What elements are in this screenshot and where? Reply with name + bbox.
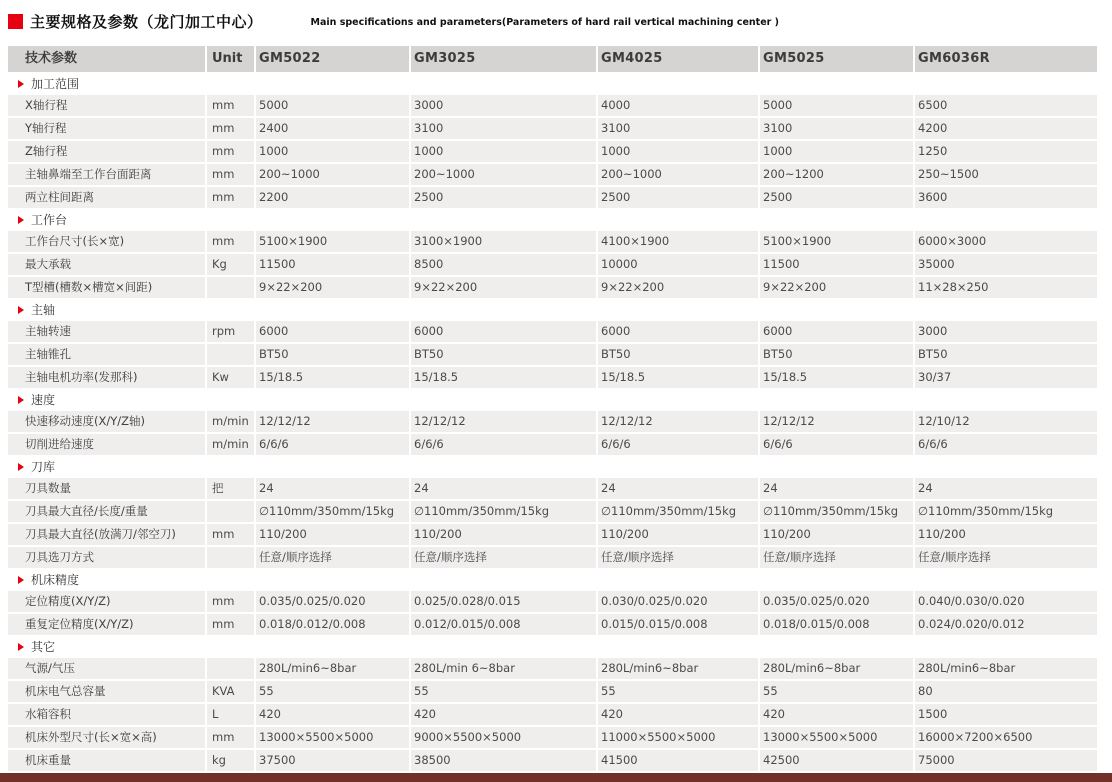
value-cell-GM5022: 11500 xyxy=(256,254,409,275)
value-cell-GM3025: 6000 xyxy=(411,321,596,342)
value-cell-GM3025: 110/200 xyxy=(411,524,596,545)
unit-cell: 把 xyxy=(207,478,254,499)
param-label: Y轴行程 xyxy=(8,118,205,139)
param-label: 工作台尺寸(长×宽) xyxy=(8,231,205,252)
section-label: 机床精度 xyxy=(31,573,80,587)
value-cell-GM5022: 5000 xyxy=(256,95,409,116)
value-cell-GM4025: 10000 xyxy=(598,254,758,275)
section-label: 加工范围 xyxy=(31,77,80,91)
value-cell-GM6036R: BT50 xyxy=(915,344,1097,365)
value-cell-GM6036R: 1500 xyxy=(915,704,1097,725)
unit-cell: mm xyxy=(207,727,254,748)
value-cell-GM3025: 6/6/6 xyxy=(411,434,596,455)
table-row xyxy=(8,95,1097,116)
unit-cell: Kg xyxy=(207,254,254,275)
value-cell-GM4025: 任意/顺序选择 xyxy=(598,547,758,568)
param-label: 两立柱间距离 xyxy=(8,187,205,208)
param-label: 气源/气压 xyxy=(8,658,205,679)
value-cell-GM6036R: 6/6/6 xyxy=(915,434,1097,455)
value-cell-GM6036R: ∅110mm/350mm/15kg xyxy=(915,501,1097,522)
table-row xyxy=(8,411,1097,432)
value-cell-GM4025: 9×22×200 xyxy=(598,277,758,298)
model-column-header-GM5022: GM5022 xyxy=(256,46,409,72)
page-title: 主要规格及参数（龙门加工中心） xyxy=(30,13,263,31)
value-cell-GM4025: 280L/min6~8bar xyxy=(598,658,758,679)
unit-column-header: Unit xyxy=(207,46,254,72)
value-cell-GM5025: 55 xyxy=(760,681,913,702)
param-label: Z轴行程 xyxy=(8,141,205,162)
table-row xyxy=(8,118,1097,139)
table-row xyxy=(8,501,1097,522)
value-cell-GM5022: 0.018/0.012/0.008 xyxy=(256,614,409,635)
table-row xyxy=(8,187,1097,208)
table-row xyxy=(8,658,1097,679)
section-row xyxy=(8,300,1097,320)
value-cell-GM3025: 420 xyxy=(411,704,596,725)
table-row xyxy=(8,547,1097,568)
value-cell-GM5022: 0.035/0.025/0.020 xyxy=(256,591,409,612)
triangle-right-icon xyxy=(18,643,24,651)
section-row xyxy=(8,570,1097,590)
value-cell-GM5025: 280L/min6~8bar xyxy=(760,658,913,679)
value-cell-GM5025: 13000×5500×5000 xyxy=(760,727,913,748)
unit-cell: L xyxy=(207,704,254,725)
value-cell-GM6036R: 12/10/12 xyxy=(915,411,1097,432)
value-cell-GM5022: 280L/min6~8bar xyxy=(256,658,409,679)
value-cell-GM3025: 0.025/0.028/0.015 xyxy=(411,591,596,612)
value-cell-GM5025: 0.035/0.025/0.020 xyxy=(760,591,913,612)
param-column-header: 技术参数 xyxy=(8,46,205,72)
triangle-right-icon xyxy=(18,80,24,88)
value-cell-GM5025: 5100×1900 xyxy=(760,231,913,252)
table-row xyxy=(8,321,1097,342)
value-cell-GM4025: 3100 xyxy=(598,118,758,139)
value-cell-GM3025: 8500 xyxy=(411,254,596,275)
value-cell-GM3025: 280L/min 6~8bar xyxy=(411,658,596,679)
value-cell-GM5022: BT50 xyxy=(256,344,409,365)
unit-cell xyxy=(207,277,254,298)
section-label: 其它 xyxy=(31,640,56,654)
model-column-header-GM4025: GM4025 xyxy=(598,46,758,72)
red-square-icon xyxy=(8,14,23,29)
unit-cell: mm xyxy=(207,591,254,612)
value-cell-GM4025: BT50 xyxy=(598,344,758,365)
value-cell-GM3025: 2500 xyxy=(411,187,596,208)
param-label: T型槽(槽数×槽宽×间距) xyxy=(8,277,205,298)
section-label: 刀库 xyxy=(31,460,56,474)
value-cell-GM6036R: 任意/顺序选择 xyxy=(915,547,1097,568)
section-row xyxy=(8,74,1097,94)
value-cell-GM4025: 110/200 xyxy=(598,524,758,545)
value-cell-GM6036R: 3600 xyxy=(915,187,1097,208)
table-row xyxy=(8,434,1097,455)
value-cell-GM3025: 24 xyxy=(411,478,596,499)
value-cell-GM5025: 3100 xyxy=(760,118,913,139)
value-cell-GM5022: 420 xyxy=(256,704,409,725)
table-row xyxy=(8,141,1097,162)
value-cell-GM4025: 0.030/0.025/0.020 xyxy=(598,591,758,612)
section-row xyxy=(8,457,1097,477)
value-cell-GM5022: 9×22×200 xyxy=(256,277,409,298)
table-row xyxy=(8,704,1097,725)
section-label: 工作台 xyxy=(31,213,68,227)
param-label: 机床外型尺寸(长×宽×高) xyxy=(8,727,205,748)
value-cell-GM6036R: 35000 xyxy=(915,254,1097,275)
spec-table xyxy=(8,46,1097,773)
value-cell-GM5022: 15/18.5 xyxy=(256,367,409,388)
value-cell-GM5022: 6000 xyxy=(256,321,409,342)
value-cell-GM5025: ∅110mm/350mm/15kg xyxy=(760,501,913,522)
page-title-row xyxy=(8,11,779,32)
value-cell-GM3025: 38500 xyxy=(411,750,596,771)
spec-table-body xyxy=(8,74,1097,771)
unit-cell: kg xyxy=(207,750,254,771)
value-cell-GM5025: 24 xyxy=(760,478,913,499)
value-cell-GM4025: 6000 xyxy=(598,321,758,342)
table-row xyxy=(8,681,1097,702)
value-cell-GM4025: 4000 xyxy=(598,95,758,116)
value-cell-GM6036R: 11×28×250 xyxy=(915,277,1097,298)
section-row xyxy=(8,210,1097,230)
param-label: 主轴锥孔 xyxy=(8,344,205,365)
value-cell-GM5025: 0.018/0.015/0.008 xyxy=(760,614,913,635)
value-cell-GM5022: ∅110mm/350mm/15kg xyxy=(256,501,409,522)
value-cell-GM5025: 6/6/6 xyxy=(760,434,913,455)
unit-cell: mm xyxy=(207,164,254,185)
value-cell-GM5022: 13000×5500×5000 xyxy=(256,727,409,748)
value-cell-GM3025: 3000 xyxy=(411,95,596,116)
model-column-header-GM5025: GM5025 xyxy=(760,46,913,72)
value-cell-GM5022: 2200 xyxy=(256,187,409,208)
param-label: 水箱容积 xyxy=(8,704,205,725)
table-row xyxy=(8,727,1097,748)
value-cell-GM6036R: 110/200 xyxy=(915,524,1097,545)
value-cell-GM5022: 110/200 xyxy=(256,524,409,545)
section-label: 速度 xyxy=(31,393,56,407)
param-label: 定位精度(X/Y/Z) xyxy=(8,591,205,612)
value-cell-GM4025: 420 xyxy=(598,704,758,725)
table-row xyxy=(8,164,1097,185)
value-cell-GM4025: ∅110mm/350mm/15kg xyxy=(598,501,758,522)
value-cell-GM6036R: 80 xyxy=(915,681,1097,702)
value-cell-GM3025: 3100×1900 xyxy=(411,231,596,252)
unit-cell xyxy=(207,344,254,365)
value-cell-GM5025: 110/200 xyxy=(760,524,913,545)
value-cell-GM6036R: 280L/min6~8bar xyxy=(915,658,1097,679)
unit-cell xyxy=(207,547,254,568)
value-cell-GM4025: 11000×5500×5000 xyxy=(598,727,758,748)
value-cell-GM5025: 12/12/12 xyxy=(760,411,913,432)
table-row xyxy=(8,614,1097,635)
param-label: 刀具最大直径/长度/重量 xyxy=(8,501,205,522)
value-cell-GM3025: 1000 xyxy=(411,141,596,162)
value-cell-GM3025: 12/12/12 xyxy=(411,411,596,432)
param-label: 刀具最大直径(放满刀/邻空刀) xyxy=(8,524,205,545)
param-label: 切削进给速度 xyxy=(8,434,205,455)
value-cell-GM4025: 200~1000 xyxy=(598,164,758,185)
value-cell-GM5022: 200~1000 xyxy=(256,164,409,185)
triangle-right-icon xyxy=(18,576,24,584)
triangle-right-icon xyxy=(18,216,24,224)
value-cell-GM5025: 2500 xyxy=(760,187,913,208)
value-cell-GM5025: 5000 xyxy=(760,95,913,116)
value-cell-GM3025: 200~1000 xyxy=(411,164,596,185)
param-label: 机床电气总容量 xyxy=(8,681,205,702)
param-label: 快速移动速度(X/Y/Z轴) xyxy=(8,411,205,432)
param-label: 刀具数量 xyxy=(8,478,205,499)
value-cell-GM5022: 55 xyxy=(256,681,409,702)
value-cell-GM3025: 任意/顺序选择 xyxy=(411,547,596,568)
param-label: 机床重量 xyxy=(8,750,205,771)
unit-cell xyxy=(207,501,254,522)
value-cell-GM5025: BT50 xyxy=(760,344,913,365)
value-cell-GM4025: 6/6/6 xyxy=(598,434,758,455)
value-cell-GM6036R: 0.040/0.030/0.020 xyxy=(915,591,1097,612)
unit-cell: mm xyxy=(207,614,254,635)
value-cell-GM5025: 任意/顺序选择 xyxy=(760,547,913,568)
param-label: 最大承载 xyxy=(8,254,205,275)
value-cell-GM6036R: 6000×3000 xyxy=(915,231,1097,252)
unit-cell: mm xyxy=(207,187,254,208)
table-header-row xyxy=(8,46,1097,72)
value-cell-GM6036R: 75000 xyxy=(915,750,1097,771)
param-label: 刀具选刀方式 xyxy=(8,547,205,568)
table-row xyxy=(8,231,1097,252)
value-cell-GM4025: 0.015/0.015/0.008 xyxy=(598,614,758,635)
unit-cell: Kw xyxy=(207,367,254,388)
value-cell-GM5022: 2400 xyxy=(256,118,409,139)
table-row xyxy=(8,344,1097,365)
value-cell-GM6036R: 4200 xyxy=(915,118,1097,139)
value-cell-GM4025: 1000 xyxy=(598,141,758,162)
value-cell-GM5022: 37500 xyxy=(256,750,409,771)
section-label: 主轴 xyxy=(31,303,56,317)
value-cell-GM3025: 3100 xyxy=(411,118,596,139)
value-cell-GM5022: 6/6/6 xyxy=(256,434,409,455)
value-cell-GM5025: 9×22×200 xyxy=(760,277,913,298)
value-cell-GM5025: 11500 xyxy=(760,254,913,275)
page-subtitle: Main specifications and parameters(Parameters of hard rail vertical machining center ) xyxy=(310,17,779,28)
table-row xyxy=(8,277,1097,298)
value-cell-GM5025: 200~1200 xyxy=(760,164,913,185)
table-row xyxy=(8,478,1097,499)
section-row xyxy=(8,637,1097,657)
value-cell-GM4025: 12/12/12 xyxy=(598,411,758,432)
footer-bar xyxy=(0,773,1112,782)
value-cell-GM5022: 24 xyxy=(256,478,409,499)
value-cell-GM4025: 55 xyxy=(598,681,758,702)
table-row xyxy=(8,750,1097,771)
unit-cell: mm xyxy=(207,141,254,162)
value-cell-GM5022: 5100×1900 xyxy=(256,231,409,252)
value-cell-GM5025: 42500 xyxy=(760,750,913,771)
triangle-right-icon xyxy=(18,306,24,314)
table-row xyxy=(8,254,1097,275)
value-cell-GM3025: ∅110mm/350mm/15kg xyxy=(411,501,596,522)
unit-cell: m/min xyxy=(207,434,254,455)
unit-cell: mm xyxy=(207,524,254,545)
table-row xyxy=(8,367,1097,388)
value-cell-GM6036R: 30/37 xyxy=(915,367,1097,388)
model-column-header-GM6036R: GM6036R xyxy=(915,46,1097,72)
unit-cell: mm xyxy=(207,118,254,139)
unit-cell: rpm xyxy=(207,321,254,342)
value-cell-GM3025: 55 xyxy=(411,681,596,702)
value-cell-GM5022: 12/12/12 xyxy=(256,411,409,432)
value-cell-GM4025: 15/18.5 xyxy=(598,367,758,388)
section-row xyxy=(8,390,1097,410)
unit-cell: mm xyxy=(207,95,254,116)
unit-cell: KVA xyxy=(207,681,254,702)
value-cell-GM5025: 15/18.5 xyxy=(760,367,913,388)
table-row xyxy=(8,591,1097,612)
triangle-right-icon xyxy=(18,396,24,404)
value-cell-GM5025: 1000 xyxy=(760,141,913,162)
unit-cell: m/min xyxy=(207,411,254,432)
value-cell-GM3025: 9000×5500×5000 xyxy=(411,727,596,748)
triangle-right-icon xyxy=(18,463,24,471)
param-label: X轴行程 xyxy=(8,95,205,116)
value-cell-GM5022: 1000 xyxy=(256,141,409,162)
value-cell-GM4025: 2500 xyxy=(598,187,758,208)
param-label: 重复定位精度(X/Y/Z) xyxy=(8,614,205,635)
value-cell-GM5022: 任意/顺序选择 xyxy=(256,547,409,568)
table-row xyxy=(8,524,1097,545)
value-cell-GM3025: 9×22×200 xyxy=(411,277,596,298)
value-cell-GM6036R: 24 xyxy=(915,478,1097,499)
value-cell-GM4025: 41500 xyxy=(598,750,758,771)
value-cell-GM6036R: 3000 xyxy=(915,321,1097,342)
value-cell-GM3025: 0.012/0.015/0.008 xyxy=(411,614,596,635)
value-cell-GM6036R: 1250 xyxy=(915,141,1097,162)
value-cell-GM6036R: 16000×7200×6500 xyxy=(915,727,1097,748)
value-cell-GM5025: 6000 xyxy=(760,321,913,342)
unit-cell: mm xyxy=(207,231,254,252)
param-label: 主轴鼻端至工作台面距离 xyxy=(8,164,205,185)
value-cell-GM4025: 24 xyxy=(598,478,758,499)
param-label: 主轴转速 xyxy=(8,321,205,342)
value-cell-GM3025: 15/18.5 xyxy=(411,367,596,388)
value-cell-GM6036R: 250~1500 xyxy=(915,164,1097,185)
value-cell-GM3025: BT50 xyxy=(411,344,596,365)
value-cell-GM6036R: 0.024/0.020/0.012 xyxy=(915,614,1097,635)
unit-cell xyxy=(207,658,254,679)
model-column-header-GM3025: GM3025 xyxy=(411,46,596,72)
value-cell-GM4025: 4100×1900 xyxy=(598,231,758,252)
value-cell-GM6036R: 6500 xyxy=(915,95,1097,116)
value-cell-GM5025: 420 xyxy=(760,704,913,725)
param-label: 主轴电机功率(发那科) xyxy=(8,367,205,388)
